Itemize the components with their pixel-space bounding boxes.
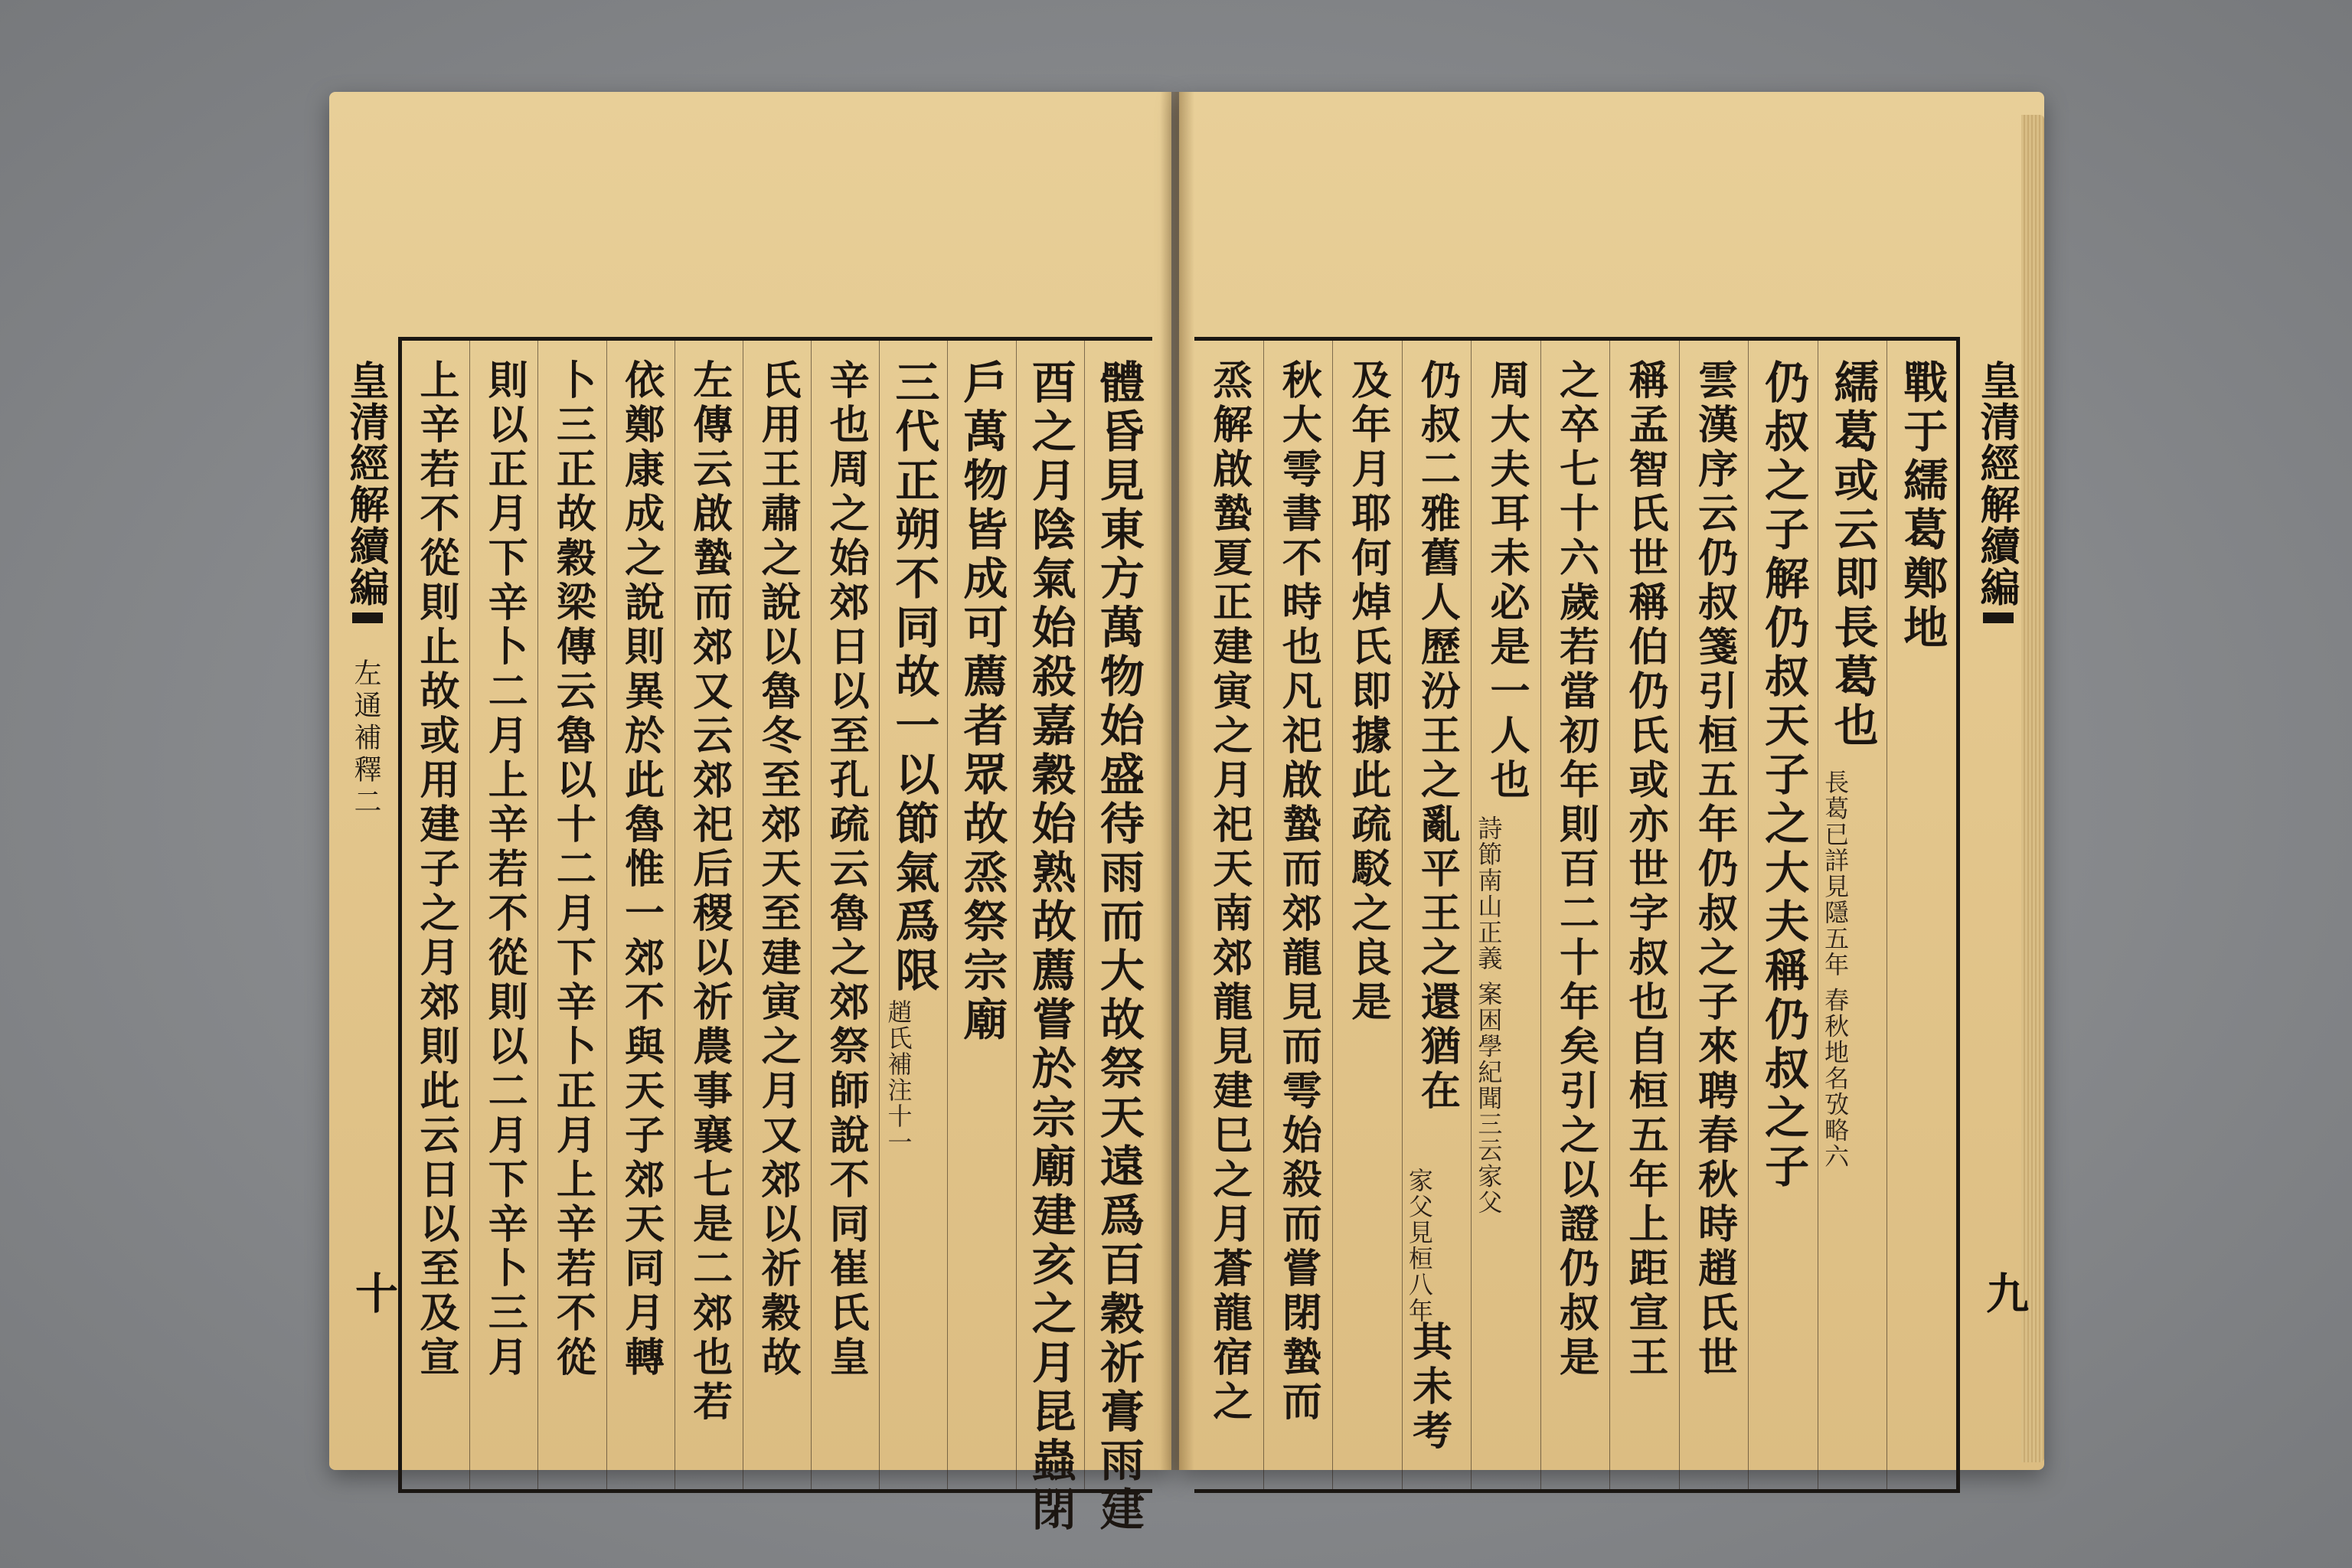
left-column-4 (879, 341, 947, 1489)
fish-tail-mark (352, 612, 383, 623)
right-column-8 (1402, 341, 1472, 1489)
left-column-7 (675, 341, 743, 1489)
column-text: 秋大雩書不時也凡祀啟蟄而郊龍見而雩始殺而嘗閉蟄而 (1275, 359, 1322, 1425)
column-text: 烝解啟蟄夏正建寅之月祀天南郊龍見建巳之月蒼龍宿之 (1205, 359, 1253, 1425)
column-note: 詩節南山正義 案困學紀聞三云家父 (1474, 815, 1504, 1216)
right-column-11 (1194, 341, 1263, 1489)
column-text: 三代正朔不同故一以節氣爲限 (887, 359, 940, 996)
left-column-1 (1084, 341, 1152, 1535)
column-tail-text: 其未考 (1405, 1321, 1452, 1454)
column-note: 長葛已詳見隱五年 春秋地名攷略六 (1821, 769, 1851, 1170)
fish-tail-mark (1983, 612, 2014, 623)
right-column-5 (1609, 341, 1679, 1489)
left-folio-number: 十 (348, 1271, 399, 1314)
left-column-11 (402, 341, 469, 1489)
right-column-6 (1540, 341, 1610, 1489)
column-note: 趙氏補注十一 (884, 999, 913, 1155)
right-text-frame (1194, 337, 1960, 1493)
column-note: 家父見桓八年 (1404, 1168, 1434, 1324)
column-text: 雲漢序云仍叔箋引桓五年仍叔之子來聘春秋時趙氏世 (1690, 359, 1738, 1380)
book-gutter (1160, 92, 1194, 1470)
right-column-10 (1263, 341, 1333, 1489)
right-banxin (1960, 337, 2029, 1493)
column-text: 戰于繻葛鄭地 (1896, 359, 1949, 653)
right-column-7 (1471, 341, 1540, 1489)
left-column-2 (1016, 341, 1084, 1535)
right-column-3 (1748, 341, 1818, 1489)
left-columns (402, 341, 1152, 1535)
column-text: 戶萬物皆成可薦者眾故烝祭宗廟 (956, 359, 1008, 1045)
column-text: 及年月耶何焯氏即據此疏駁之良是 (1344, 359, 1391, 1025)
column-text: 稱孟智氏世稱伯仍氏或亦世字叔也自桓五年上距宣王 (1622, 359, 1669, 1380)
left-column-10 (469, 341, 537, 1489)
left-column-9 (537, 341, 606, 1489)
left-banxin-subtitle: 左通補釋二 (350, 658, 381, 819)
right-folio-number: 九 (1979, 1271, 2030, 1314)
right-banxin-title: 皇清經解續編 (1973, 360, 2020, 608)
open-book (329, 92, 2044, 1535)
column-text: 仍叔之子解仍叔天子之大夫稱仍叔之子 (1757, 359, 1810, 1192)
column-text: 卜三正故穀梁傳云魯以十二月下辛卜正月上辛若不從 (549, 359, 596, 1380)
right-column-1 (1886, 341, 1956, 1489)
column-text: 酉之月陰氣始殺嘉穀始熟故薦嘗於宗廟建亥之月昆蟲閉 (1024, 359, 1076, 1535)
left-text-frame (398, 337, 1152, 1535)
left-column-3 (947, 341, 1015, 1489)
column-text: 左傳云啟蟄而郊又云郊祀后稷以祈農事襄七是二郊也若 (685, 359, 733, 1425)
column-text: 則以正月下辛卜二月上辛若不從則以二月下辛卜三月 (481, 359, 528, 1380)
left-column-6 (743, 341, 811, 1489)
column-text: 繻葛或云即長葛也 (1826, 359, 1879, 751)
column-text: 依鄭康成之說則異於此魯惟一郊不與天子郊天同月轉 (617, 359, 665, 1380)
column-text: 之卒七十六歲若當初年則百二十年矣引之以證仍叔是 (1552, 359, 1599, 1380)
right-column-9 (1332, 341, 1402, 1489)
column-text: 仍叔二雅舊人歷汾王之亂平王之還猶在 (1413, 359, 1461, 1114)
column-text: 體昏見東方萬物始盛待雨而大故祭天遠爲百穀祈膏雨建 (1092, 359, 1145, 1535)
left-column-8 (606, 341, 675, 1489)
column-text: 上辛若不從則止故或用建子之月郊則此云日以至及宣 (413, 359, 460, 1380)
left-banxin (329, 337, 398, 1493)
column-text: 氏用王肅之說以魯冬至郊天至建寅之月又郊以祈穀故 (753, 359, 801, 1380)
column-text: 辛也周之始郊日以至孔疏云魯之郊祭師說不同崔氏皇 (822, 359, 870, 1380)
left-banxin-title: 皇清經解續編 (342, 360, 389, 608)
column-text: 周大夫耳未必是一人也 (1482, 359, 1530, 803)
right-column-4 (1679, 341, 1749, 1489)
right-columns (1194, 341, 1956, 1489)
right-column-2 (1818, 341, 1887, 1489)
left-column-5 (811, 341, 879, 1489)
